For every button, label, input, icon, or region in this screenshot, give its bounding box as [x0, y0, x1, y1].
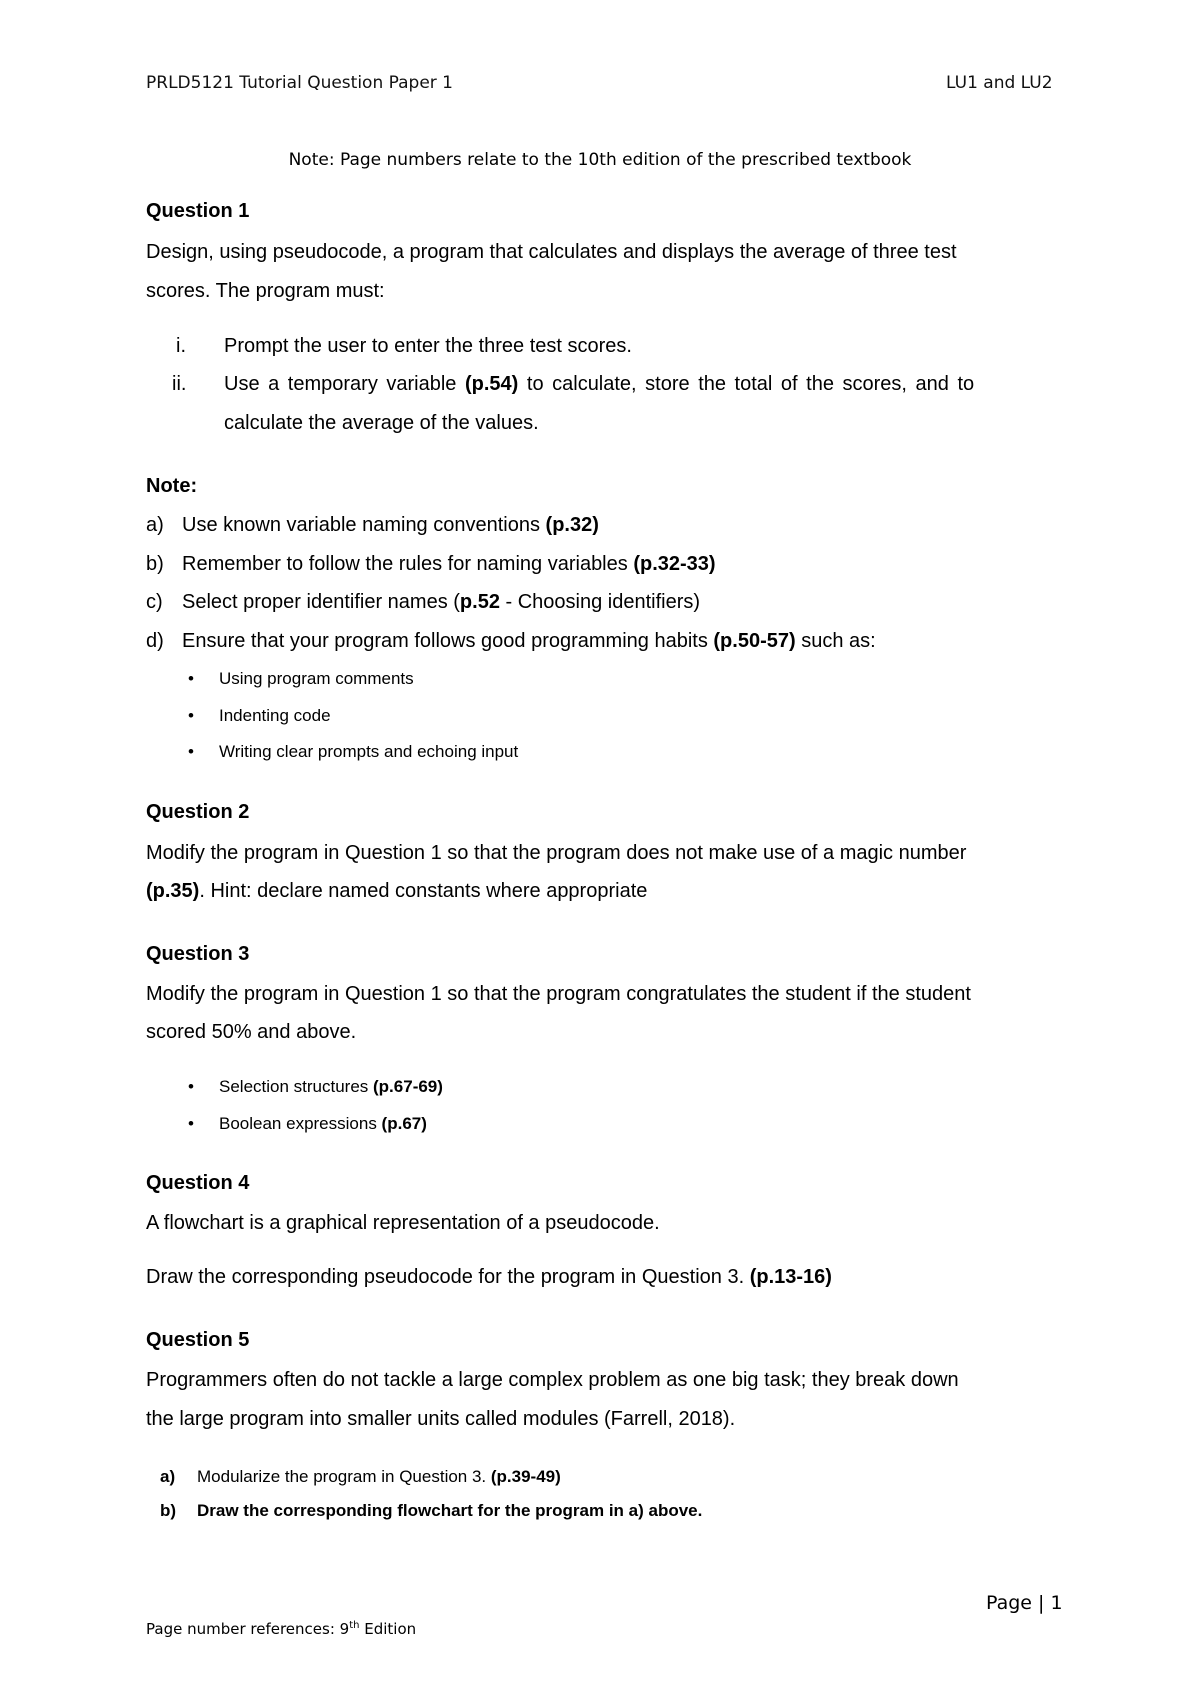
page-ref: (p.39-49)	[490, 1467, 561, 1486]
bullet-text: Selection structures	[219, 1077, 374, 1096]
footer-text: Page number references: 9	[146, 1620, 350, 1638]
bullet-icon: •	[188, 669, 194, 688]
page-ref: (p.67)	[381, 1114, 427, 1133]
bullet-item: Writing clear prompts and echoing input	[219, 742, 519, 761]
edition-note: Note: Page numbers relate to the 10th edition of the prescribed textbook	[288, 150, 912, 170]
item-text: to calculate, store the total of the scores, and to	[518, 373, 975, 395]
page-ref: p.52	[459, 591, 500, 613]
item-text: Modularize the program in Question 3.	[197, 1467, 491, 1486]
question-1-item-i: Prompt the user to enter the three test scores.	[224, 335, 632, 357]
note-text: Select proper identifier names (	[182, 591, 460, 613]
bullet-icon: •	[188, 706, 194, 725]
question-text: Draw the corresponding pseudocode for the program in Question 3.	[146, 1266, 750, 1288]
page-ref: (p.67-69)	[373, 1077, 443, 1096]
note-b	[182, 553, 716, 576]
page-ref: (p.32-33)	[633, 553, 716, 575]
note-letter: d)	[146, 630, 164, 652]
note-c	[182, 591, 700, 614]
note-text: such as:	[795, 630, 876, 652]
question-4-title: Question 4	[146, 1172, 250, 1194]
item-text: Use a temporary variable	[224, 373, 465, 395]
question-3-line-2: scored 50% and above.	[146, 1021, 357, 1043]
header-right: LU1 and LU2	[946, 73, 1053, 93]
item-number: ii.	[172, 373, 187, 395]
note-a	[182, 514, 599, 537]
bullet-text: Boolean expressions	[219, 1114, 382, 1133]
note-letter: a)	[146, 514, 164, 536]
question-4-line-1: A flowchart is a graphical representation of a pseudocode.	[146, 1212, 660, 1234]
question-2-line-1: Modify the program in Question 1 so that the program does not make use of a magic number	[146, 842, 967, 864]
note-letter: b)	[146, 553, 164, 575]
question-3-line-1: Modify the program in Question 1 so that the program congratulates the student if the student	[146, 983, 971, 1005]
page-ref: (p.32)	[545, 514, 599, 536]
bullet-icon: •	[188, 1114, 194, 1133]
page-number: Page | 1	[986, 1592, 1063, 1614]
item-letter: b)	[160, 1501, 177, 1520]
question-1-item-ii-cont: calculate the average of the values.	[224, 412, 539, 434]
header-left: PRLD5121 Tutorial Question Paper 1	[146, 73, 453, 93]
note-text: Ensure that your program follows good programming habits	[182, 630, 714, 652]
item-letter: a)	[160, 1467, 176, 1486]
question-1-title: Question 1	[146, 200, 250, 222]
item-number: i.	[176, 335, 186, 357]
question-3-title: Question 3	[146, 943, 250, 965]
bullet-item	[219, 1114, 427, 1134]
question-1-item-ii	[224, 373, 974, 396]
note-text: - Choosing identifiers)	[499, 591, 701, 613]
page-ref: (p.54)	[464, 373, 519, 395]
footer-text: Edition	[359, 1620, 417, 1638]
question-2-title: Question 2	[146, 801, 250, 823]
question-5-line-2: the large program into smaller units called modules (Farrell, 2018).	[146, 1408, 736, 1430]
note-d	[182, 630, 876, 653]
question-1-line-2: scores. The program must:	[146, 280, 385, 302]
bullet-item: Using program comments	[219, 669, 414, 688]
bullet-item	[219, 1077, 443, 1097]
question-4-line-2	[146, 1266, 832, 1289]
question-text: . Hint: declare named constants where appropriate	[199, 880, 648, 902]
page-ref: (p.35)	[146, 880, 200, 902]
footer-superscript: th	[349, 1620, 360, 1631]
bullet-item: Indenting code	[219, 706, 331, 725]
question-5-item-b: Draw the corresponding flowchart for the program in a) above.	[197, 1501, 703, 1520]
note-letter: c)	[146, 591, 163, 613]
question-5-line-1: Programmers often do not tackle a large complex problem as one big task; they break down	[146, 1369, 959, 1391]
question-5-title: Question 5	[146, 1329, 250, 1351]
note-title: Note:	[146, 475, 198, 497]
page-references-note	[146, 1620, 416, 1638]
bullet-icon: •	[188, 742, 194, 761]
question-5-item-a	[197, 1467, 561, 1487]
question-1-line-1: Design, using pseudocode, a program that calculates and displays the average of three test	[146, 241, 957, 263]
page-ref: (p.13-16)	[749, 1266, 832, 1288]
bullet-icon: •	[188, 1077, 194, 1096]
page-ref: (p.50-57)	[713, 630, 796, 652]
note-text: Remember to follow the rules for naming variables	[182, 553, 634, 575]
note-text: Use known variable naming conventions	[182, 514, 546, 536]
question-2-line-2	[146, 880, 647, 903]
